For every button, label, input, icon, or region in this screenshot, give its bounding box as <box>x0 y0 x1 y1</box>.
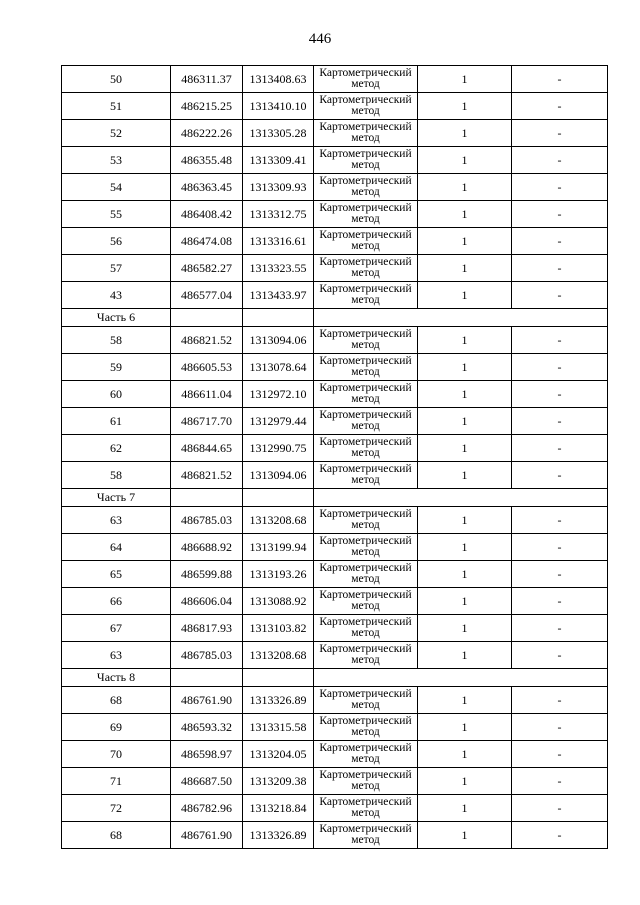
method-cell: Картометрический метод <box>314 381 418 408</box>
accuracy-cell: 1 <box>418 228 512 255</box>
table-row <box>62 741 608 768</box>
method-cell: Картометрический метод <box>314 561 418 588</box>
accuracy-cell: 1 <box>418 66 512 93</box>
method-cell: Картометрический метод <box>314 687 418 714</box>
accuracy-cell: 1 <box>418 795 512 822</box>
point-number-cell: 50 <box>62 66 171 93</box>
y-coordinate-cell: 1313193.26 <box>243 561 314 588</box>
x-coordinate-cell: 486688.92 <box>171 534 243 561</box>
description-cell: - <box>512 282 608 309</box>
description-cell: - <box>512 768 608 795</box>
x-coordinate-cell: 486215.25 <box>171 93 243 120</box>
table-row <box>62 354 608 381</box>
point-number-cell: 56 <box>62 228 171 255</box>
x-coordinate-cell: 486408.42 <box>171 201 243 228</box>
x-coordinate-cell: 486222.26 <box>171 120 243 147</box>
accuracy-cell: 1 <box>418 507 512 534</box>
table-row <box>62 201 608 228</box>
y-coordinate-cell: 1313199.94 <box>243 534 314 561</box>
description-cell: - <box>512 507 608 534</box>
part-header-row <box>62 309 608 327</box>
coordinates-table-body <box>62 66 608 849</box>
x-coordinate-cell: 486785.03 <box>171 642 243 669</box>
y-coordinate-cell: 1313208.68 <box>243 642 314 669</box>
method-cell: Картометрический метод <box>314 642 418 669</box>
y-coordinate-cell: 1313218.84 <box>243 795 314 822</box>
method-cell: Картометрический метод <box>314 768 418 795</box>
description-cell: - <box>512 255 608 282</box>
point-number-cell: 59 <box>62 354 171 381</box>
part-empty-cell <box>171 669 243 687</box>
accuracy-cell: 1 <box>418 354 512 381</box>
part-label: Часть 8 <box>62 669 171 687</box>
x-coordinate-cell: 486717.70 <box>171 408 243 435</box>
method-cell: Картометрический метод <box>314 741 418 768</box>
y-coordinate-cell: 1312979.44 <box>243 408 314 435</box>
description-cell: - <box>512 822 608 849</box>
x-coordinate-cell: 486821.52 <box>171 327 243 354</box>
accuracy-cell: 1 <box>418 462 512 489</box>
accuracy-cell: 1 <box>418 588 512 615</box>
accuracy-cell: 1 <box>418 822 512 849</box>
x-coordinate-cell: 486817.93 <box>171 615 243 642</box>
method-cell: Картометрический метод <box>314 174 418 201</box>
description-cell: - <box>512 534 608 561</box>
method-cell: Картометрический метод <box>314 201 418 228</box>
y-coordinate-cell: 1313408.63 <box>243 66 314 93</box>
table-row <box>62 687 608 714</box>
table-row <box>62 66 608 93</box>
x-coordinate-cell: 486605.53 <box>171 354 243 381</box>
x-coordinate-cell: 486311.37 <box>171 66 243 93</box>
method-cell: Картометрический метод <box>314 327 418 354</box>
y-coordinate-cell: 1312972.10 <box>243 381 314 408</box>
x-coordinate-cell: 486355.48 <box>171 147 243 174</box>
point-number-cell: 69 <box>62 714 171 741</box>
x-coordinate-cell: 486599.88 <box>171 561 243 588</box>
description-cell: - <box>512 615 608 642</box>
accuracy-cell: 1 <box>418 255 512 282</box>
method-cell: Картометрический метод <box>314 615 418 642</box>
table-row <box>62 255 608 282</box>
description-cell: - <box>512 120 608 147</box>
method-cell: Картометрический метод <box>314 507 418 534</box>
part-empty-cell <box>314 489 608 507</box>
part-empty-cell <box>171 309 243 327</box>
method-cell: Картометрический метод <box>314 462 418 489</box>
point-number-cell: 61 <box>62 408 171 435</box>
accuracy-cell: 1 <box>418 282 512 309</box>
x-coordinate-cell: 486593.32 <box>171 714 243 741</box>
x-coordinate-cell: 486598.97 <box>171 741 243 768</box>
accuracy-cell: 1 <box>418 435 512 462</box>
y-coordinate-cell: 1313309.41 <box>243 147 314 174</box>
description-cell: - <box>512 93 608 120</box>
y-coordinate-cell: 1313326.89 <box>243 822 314 849</box>
description-cell: - <box>512 381 608 408</box>
x-coordinate-cell: 486577.04 <box>171 282 243 309</box>
x-coordinate-cell: 486761.90 <box>171 822 243 849</box>
x-coordinate-cell: 486821.52 <box>171 462 243 489</box>
table-row <box>62 615 608 642</box>
y-coordinate-cell: 1313309.93 <box>243 174 314 201</box>
point-number-cell: 67 <box>62 615 171 642</box>
accuracy-cell: 1 <box>418 561 512 588</box>
point-number-cell: 62 <box>62 435 171 462</box>
point-number-cell: 68 <box>62 687 171 714</box>
accuracy-cell: 1 <box>418 408 512 435</box>
x-coordinate-cell: 486782.96 <box>171 795 243 822</box>
method-cell: Картометрический метод <box>314 354 418 381</box>
y-coordinate-cell: 1313088.92 <box>243 588 314 615</box>
table-row <box>62 147 608 174</box>
table-row <box>62 228 608 255</box>
y-coordinate-cell: 1313094.06 <box>243 327 314 354</box>
description-cell: - <box>512 642 608 669</box>
method-cell: Картометрический метод <box>314 714 418 741</box>
method-cell: Картометрический метод <box>314 534 418 561</box>
x-coordinate-cell: 486611.04 <box>171 381 243 408</box>
y-coordinate-cell: 1313410.10 <box>243 93 314 120</box>
method-cell: Картометрический метод <box>314 588 418 615</box>
accuracy-cell: 1 <box>418 687 512 714</box>
y-coordinate-cell: 1313312.75 <box>243 201 314 228</box>
point-number-cell: 64 <box>62 534 171 561</box>
part-empty-cell <box>243 489 314 507</box>
coordinates-table <box>61 65 608 849</box>
point-number-cell: 71 <box>62 768 171 795</box>
point-number-cell: 63 <box>62 507 171 534</box>
method-cell: Картометрический метод <box>314 147 418 174</box>
point-number-cell: 66 <box>62 588 171 615</box>
table-row <box>62 381 608 408</box>
y-coordinate-cell: 1312990.75 <box>243 435 314 462</box>
y-coordinate-cell: 1313208.68 <box>243 507 314 534</box>
table-row <box>62 795 608 822</box>
table-row <box>62 561 608 588</box>
method-cell: Картометрический метод <box>314 435 418 462</box>
part-empty-cell <box>314 669 608 687</box>
method-cell: Картометрический метод <box>314 795 418 822</box>
accuracy-cell: 1 <box>418 642 512 669</box>
description-cell: - <box>512 462 608 489</box>
point-number-cell: 68 <box>62 822 171 849</box>
point-number-cell: 51 <box>62 93 171 120</box>
accuracy-cell: 1 <box>418 93 512 120</box>
description-cell: - <box>512 327 608 354</box>
description-cell: - <box>512 408 608 435</box>
description-cell: - <box>512 201 608 228</box>
y-coordinate-cell: 1313316.61 <box>243 228 314 255</box>
table-row <box>62 93 608 120</box>
x-coordinate-cell: 486363.45 <box>171 174 243 201</box>
table-row <box>62 174 608 201</box>
point-number-cell: 57 <box>62 255 171 282</box>
table-row <box>62 768 608 795</box>
part-label: Часть 6 <box>62 309 171 327</box>
method-cell: Картометрический метод <box>314 255 418 282</box>
method-cell: Картометрический метод <box>314 822 418 849</box>
x-coordinate-cell: 486606.04 <box>171 588 243 615</box>
part-header-row <box>62 489 608 507</box>
accuracy-cell: 1 <box>418 381 512 408</box>
method-cell: Картометрический метод <box>314 120 418 147</box>
x-coordinate-cell: 486474.08 <box>171 228 243 255</box>
point-number-cell: 65 <box>62 561 171 588</box>
method-cell: Картометрический метод <box>314 282 418 309</box>
part-header-row <box>62 669 608 687</box>
part-empty-cell <box>243 309 314 327</box>
y-coordinate-cell: 1313209.38 <box>243 768 314 795</box>
description-cell: - <box>512 714 608 741</box>
point-number-cell: 52 <box>62 120 171 147</box>
point-number-cell: 60 <box>62 381 171 408</box>
description-cell: - <box>512 354 608 381</box>
method-cell: Картометрический метод <box>314 408 418 435</box>
accuracy-cell: 1 <box>418 768 512 795</box>
description-cell: - <box>512 741 608 768</box>
table-row <box>62 327 608 354</box>
y-coordinate-cell: 1313078.64 <box>243 354 314 381</box>
y-coordinate-cell: 1313433.97 <box>243 282 314 309</box>
x-coordinate-cell: 486785.03 <box>171 507 243 534</box>
table-row <box>62 714 608 741</box>
accuracy-cell: 1 <box>418 714 512 741</box>
description-cell: - <box>512 561 608 588</box>
y-coordinate-cell: 1313326.89 <box>243 687 314 714</box>
point-number-cell: 54 <box>62 174 171 201</box>
description-cell: - <box>512 228 608 255</box>
x-coordinate-cell: 486844.65 <box>171 435 243 462</box>
table-row <box>62 435 608 462</box>
table-row <box>62 534 608 561</box>
point-number-cell: 55 <box>62 201 171 228</box>
x-coordinate-cell: 486582.27 <box>171 255 243 282</box>
part-empty-cell <box>243 669 314 687</box>
part-label: Часть 7 <box>62 489 171 507</box>
table-row <box>62 462 608 489</box>
point-number-cell: 53 <box>62 147 171 174</box>
description-cell: - <box>512 687 608 714</box>
table-row <box>62 507 608 534</box>
accuracy-cell: 1 <box>418 327 512 354</box>
description-cell: - <box>512 174 608 201</box>
page-number: 446 <box>308 31 332 47</box>
description-cell: - <box>512 588 608 615</box>
table-row <box>62 588 608 615</box>
point-number-cell: 58 <box>62 462 171 489</box>
description-cell: - <box>512 147 608 174</box>
accuracy-cell: 1 <box>418 534 512 561</box>
accuracy-cell: 1 <box>418 174 512 201</box>
point-number-cell: 58 <box>62 327 171 354</box>
x-coordinate-cell: 486761.90 <box>171 687 243 714</box>
method-cell: Картометрический метод <box>314 228 418 255</box>
y-coordinate-cell: 1313305.28 <box>243 120 314 147</box>
table-row <box>62 282 608 309</box>
accuracy-cell: 1 <box>418 120 512 147</box>
point-number-cell: 63 <box>62 642 171 669</box>
description-cell: - <box>512 66 608 93</box>
accuracy-cell: 1 <box>418 201 512 228</box>
table-row <box>62 408 608 435</box>
accuracy-cell: 1 <box>418 741 512 768</box>
table-row <box>62 120 608 147</box>
point-number-cell: 70 <box>62 741 171 768</box>
part-empty-cell <box>171 489 243 507</box>
y-coordinate-cell: 1313094.06 <box>243 462 314 489</box>
description-cell: - <box>512 435 608 462</box>
part-empty-cell <box>314 309 608 327</box>
y-coordinate-cell: 1313103.82 <box>243 615 314 642</box>
description-cell: - <box>512 795 608 822</box>
table-row <box>62 642 608 669</box>
y-coordinate-cell: 1313315.58 <box>243 714 314 741</box>
point-number-cell: 72 <box>62 795 171 822</box>
point-number-cell: 43 <box>62 282 171 309</box>
y-coordinate-cell: 1313204.05 <box>243 741 314 768</box>
y-coordinate-cell: 1313323.55 <box>243 255 314 282</box>
accuracy-cell: 1 <box>418 615 512 642</box>
table-row <box>62 822 608 849</box>
method-cell: Картометрический метод <box>314 66 418 93</box>
accuracy-cell: 1 <box>418 147 512 174</box>
method-cell: Картометрический метод <box>314 93 418 120</box>
x-coordinate-cell: 486687.50 <box>171 768 243 795</box>
